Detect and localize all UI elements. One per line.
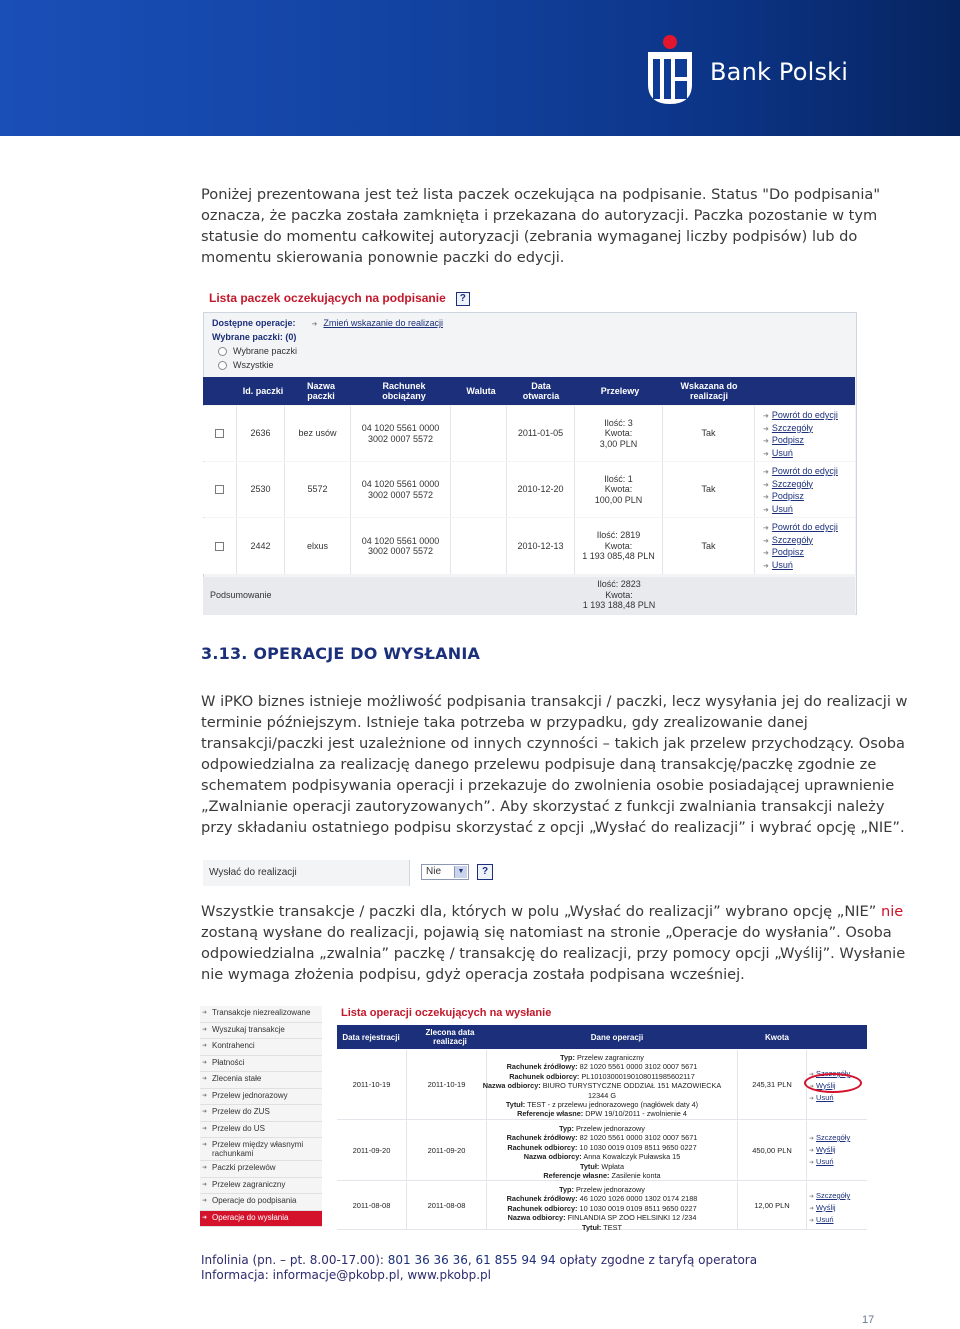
radio-all-label: Wszystkie xyxy=(233,360,274,370)
col-operation-data[interactable]: Dane operacji xyxy=(590,1032,644,1042)
summary-totals: Ilość: 2823 Kwota: 1 193 188,48 PLN xyxy=(582,579,656,610)
package-name: 5572 xyxy=(285,462,351,517)
action-delete[interactable]: ➜ Usuń xyxy=(809,1157,850,1169)
row-actions xyxy=(809,1191,850,1226)
available-operations xyxy=(212,316,443,372)
table-row xyxy=(337,1182,867,1230)
indicated-flag: Tak xyxy=(663,406,755,461)
col-name[interactable]: Nazwa paczki xyxy=(306,381,335,401)
execution-date: 2011-10-19 xyxy=(407,1050,487,1119)
sidebar-item-contractors[interactable]: ➜ Kontrahenci xyxy=(200,1039,322,1056)
action-sign[interactable]: ➜ Podpisz xyxy=(763,491,838,504)
summary-label: Podsumowanie xyxy=(210,590,272,600)
section-body: W iPKO biznes istnieje możliwość podpisania transakcji / paczki, lecz wysyłania jej do realizacji w terminie późniejszym. Istnieje taka potrzeba w przypadku, gdy zrealizowanie danej transakcji/paczki jest uzależnione od innych czynności – takich jak przelew przychodzący. Osoba odpowiedzialna za realizację danego przelewu podpisuje daną transakcję/paczkę zgodnie ze schematem podpisywania operacji i przekazuje do zwolnienia osobie posiadającej uprawnienie „Zwalnianie operacji zautoryzowanych”. Aby skorzystać z funkcji zwalniania transakcji należy przy składaniu ostatniego podpisu skorzystać z opcji „Wysłać do realizacji” i wybrać opcję „NIE”. xyxy=(201,693,908,836)
sidebar-item-one-time-transfer[interactable]: ➜ Przelew jednorazowy xyxy=(200,1089,322,1106)
currency xyxy=(451,462,507,517)
sidebar-item-payments[interactable]: ➜ Płatności xyxy=(200,1056,322,1073)
action-back-to-edit[interactable]: ➜ Powrót do edycji xyxy=(763,522,838,535)
action-delete[interactable]: ➜ Usuń xyxy=(763,560,838,573)
action-delete[interactable]: ➜ Usuń xyxy=(763,448,838,461)
pending-table-header xyxy=(203,377,855,405)
sidebar-item-search[interactable]: ➜ Wyszukaj transakcje xyxy=(200,1023,322,1040)
transfers-info: Ilość: 2819 Kwota: 1 193 085,48 PLN xyxy=(575,518,663,574)
registration-date: 2011-10-19 xyxy=(337,1050,407,1119)
package-id: 2442 xyxy=(237,518,285,574)
col-currency[interactable]: Waluta xyxy=(466,386,496,396)
registration-date: 2011-08-08 xyxy=(337,1182,407,1229)
action-send[interactable]: ➜ Wyślij xyxy=(809,1081,850,1093)
action-back-to-edit[interactable]: ➜ Powrót do edycji xyxy=(763,410,838,423)
radio-selected[interactable] xyxy=(218,347,227,356)
currency xyxy=(451,406,507,461)
operation-details: Typ: Przelew zagraniczny Rachunek źródłowy: 82 1020 5561 0000 3102 0007 5671 Rachunek odbiorcy: PL10103000190108011985602117 Nazwa odbiorcy: BIURO TURYSTYCZNE ODDZIAŁ 151 MAZOWIECKA 12344 G Tytuł: TEST - z przelewu jednorazowego (nagłówek daty 4) Referencje własne: DPW 19/10/2011 - zwolnienie 4 xyxy=(482,1053,722,1119)
col-amount[interactable]: Kwota xyxy=(765,1032,789,1042)
currency xyxy=(451,518,507,574)
indicated-flag: Tak xyxy=(663,462,755,517)
sidebar-item-foreign-transfer[interactable]: ➜ Przelew zagraniczny xyxy=(200,1178,322,1195)
send-paragraph: Wszystkie transakcje / paczki dla, których w polu „Wysłać do realizacji” wybrano opcję „NIE” nie zostaną wysłane do realizacji, pojawią się natomiast na stronie „Operacje do wysłania”. Osoba odpowiedzialna „zwalnia” paczkę / transakcję do realizacji, przy pomocy opcji „Wyślij”. Wysłanie nie wymaga złożenia podpisu, gdyż operacja została podpisana wcześniej. xyxy=(201,903,906,983)
intro-paragraph: Poniżej prezentowana jest też lista paczek oczekująca na podpisanie. Status "Do podpisania" oznacza, że paczka została zamknięta i przekazana do autoryzacji. Paczka pozostanie w tym statusie do momentu całkowitej autoryzacji (zebrania wymaganej liczby podpisów) lub do momentu skierowania ponownie paczki do edycji. xyxy=(201,186,881,266)
debit-account: 04 1020 5561 0000 3002 0007 5572 xyxy=(351,518,451,574)
help-icon[interactable]: ? xyxy=(456,292,470,306)
available-ops-label: Dostępne operacje: xyxy=(212,318,296,328)
sidebar-item-own-accounts[interactable]: ➜ Przelew między własnymi rachunkami xyxy=(200,1138,322,1161)
action-details[interactable]: ➜ Szczegóły xyxy=(809,1133,850,1145)
action-delete[interactable]: ➜ Usuń xyxy=(763,504,838,517)
transfers-info: Ilość: 1 Kwota: 100,00 PLN xyxy=(575,462,663,517)
table-row xyxy=(203,462,855,517)
change-indication-link[interactable]: Zmień wskazanie do realizacji xyxy=(323,318,443,328)
execution-date: 2011-09-20 xyxy=(407,1121,487,1180)
action-delete[interactable]: ➜ Usuń xyxy=(809,1215,850,1227)
radio-all[interactable] xyxy=(218,361,227,370)
pko-logo-icon xyxy=(644,34,696,106)
operation-amount: 245,31 PLN xyxy=(737,1050,807,1119)
sidebar-item-us-transfer[interactable]: ➜ Przelew do US xyxy=(200,1122,322,1139)
transfers-info: Ilość: 3 Kwota: 3,00 PLN xyxy=(575,406,663,461)
action-back-to-edit[interactable]: ➜ Powrót do edycji xyxy=(763,466,838,479)
page-number: 17 xyxy=(862,1314,875,1326)
indicated-flag: Tak xyxy=(663,518,755,574)
summary-row xyxy=(203,577,855,615)
row-actions xyxy=(763,522,838,572)
sidebar-menu xyxy=(200,1006,322,1227)
footer: Infolinia (pn. – pt. 8.00-17.00): 801 36 36 36, 61 855 94 94 opłaty zgodne z taryfą operatora Informacja: informacje@pkobp.pl, www.pkobp.pl xyxy=(201,1253,758,1282)
row-actions xyxy=(763,410,838,460)
open-date: 2010-12-13 xyxy=(507,518,575,574)
open-date: 2010-12-20 xyxy=(507,462,575,517)
table-row xyxy=(337,1121,867,1181)
action-send[interactable]: ➜ Wyślij xyxy=(809,1145,850,1157)
action-details[interactable]: ➜ Szczegóły xyxy=(763,479,838,492)
debit-account: 04 1020 5561 0000 3002 0007 5572 xyxy=(351,462,451,517)
row-checkbox[interactable] xyxy=(215,485,224,494)
action-send[interactable]: ➜ Wyślij xyxy=(809,1203,850,1215)
row-actions xyxy=(809,1133,850,1168)
table-row xyxy=(203,406,855,461)
col-indicated[interactable]: Wskazana do realizacji xyxy=(680,381,738,401)
pending-list-title: Lista paczek oczekujących na podpisanie ? xyxy=(209,291,470,306)
col-registration-date[interactable]: Data rejestracji xyxy=(342,1032,400,1042)
header-banner xyxy=(0,0,960,136)
sidebar-item-transfer-packages[interactable]: ➜ Paczki przelewów xyxy=(200,1161,322,1178)
col-execution-date[interactable]: Zlecona data realizacji xyxy=(425,1028,475,1046)
col-transfers[interactable]: Przelewy xyxy=(600,386,640,396)
send-table-header xyxy=(337,1025,867,1049)
action-sign[interactable]: ➜ Podpisz xyxy=(763,435,838,448)
sidebar-item-standing-orders[interactable]: ➜ Zlecenia stałe xyxy=(200,1072,322,1089)
operation-details: Typ: Przelew jednorazowy Rachunek źródłowy: 82 1020 5561 0000 3102 0007 5671 Rachunek odbiorcy: 10 1030 0019 0109 8511 9650 0227 Nazwa odbiorcy: Anna Kowalczyk Puławska 15 Tytuł: Wpłata Referencje własne: Zasilenie konta xyxy=(506,1124,698,1181)
col-id[interactable]: Id. paczki xyxy=(242,386,284,396)
row-actions xyxy=(763,466,838,516)
row-checkbox[interactable] xyxy=(215,429,224,438)
sidebar-item-zus-transfer[interactable]: ➜ Przelew do ZUS xyxy=(200,1105,322,1122)
package-name: elxus xyxy=(285,518,351,574)
brand-name: Bank Polski xyxy=(710,58,849,86)
row-checkbox[interactable] xyxy=(215,542,224,551)
package-name: bez usów xyxy=(285,406,351,461)
action-delete[interactable]: ➜ Usuń xyxy=(809,1093,850,1105)
action-details[interactable]: ➜ Szczegóły xyxy=(809,1069,850,1081)
col-open-date[interactable]: Data otwarcia xyxy=(522,381,560,401)
table-row xyxy=(203,518,855,574)
hotline-numbers: 801 36 36 36, 61 855 94 94 xyxy=(387,1253,556,1267)
execution-date: 2011-08-08 xyxy=(407,1182,487,1229)
action-details[interactable]: ➜ Szczegóły xyxy=(809,1191,850,1203)
arrow-icon: ➜ xyxy=(311,321,318,328)
contact-links[interactable]: informacje@pkobp.pl, www.pkobp.pl xyxy=(272,1268,491,1282)
send-field-label: Wysłać do realizacji xyxy=(209,867,297,878)
registration-date: 2011-09-20 xyxy=(337,1121,407,1180)
action-sign[interactable]: ➜ Podpisz xyxy=(763,547,838,560)
sidebar-item-to-send[interactable]: ➜ Operacje do wysłania xyxy=(200,1211,322,1228)
operation-amount: 450,00 PLN xyxy=(737,1121,807,1180)
send-to-execution-select[interactable]: Nie ▼ xyxy=(421,864,469,880)
section-heading: 3.13. OPERACJE DO WYSŁANIA xyxy=(201,644,481,663)
help-icon[interactable]: ? xyxy=(477,864,493,880)
sidebar-item-unrealized[interactable]: ➜ Transakcje niezrealizowane xyxy=(200,1006,322,1023)
table-row xyxy=(337,1050,867,1120)
package-id: 2636 xyxy=(237,406,285,461)
col-account[interactable]: Rachunek obciążany xyxy=(382,381,426,401)
operation-amount: 12,00 PLN xyxy=(737,1182,807,1229)
action-details[interactable]: ➜ Szczegóły xyxy=(763,423,838,436)
radio-selected-label: Wybrane paczki xyxy=(233,346,297,356)
highlight-circle xyxy=(804,1073,862,1093)
selected-packages-label: Wybrane paczki: (0) xyxy=(212,332,297,342)
operation-details: Typ: Przelew jednorazowy Rachunek źródłowy: 46 1020 1026 0000 1302 0174 2188 Rachunek odbiorcy: 10 1030 0019 0109 8511 9650 0227 Nazwa odbiorcy: FINLANDIA SP ZOO HELSINKI 12 /234 Tytuł: TEST xyxy=(506,1185,698,1232)
send-list-title: Lista operacji oczekujących na wysłanie xyxy=(341,1007,552,1019)
chevron-down-icon: ▼ xyxy=(454,866,467,878)
open-date: 2011-01-05 xyxy=(507,406,575,461)
package-id: 2530 xyxy=(237,462,285,517)
action-details[interactable]: ➜ Szczegóły xyxy=(763,535,838,548)
debit-account: 04 1020 5561 0000 3002 0007 5572 xyxy=(351,406,451,461)
sidebar-item-to-sign[interactable]: ➜ Operacje do podpisania xyxy=(200,1194,322,1211)
